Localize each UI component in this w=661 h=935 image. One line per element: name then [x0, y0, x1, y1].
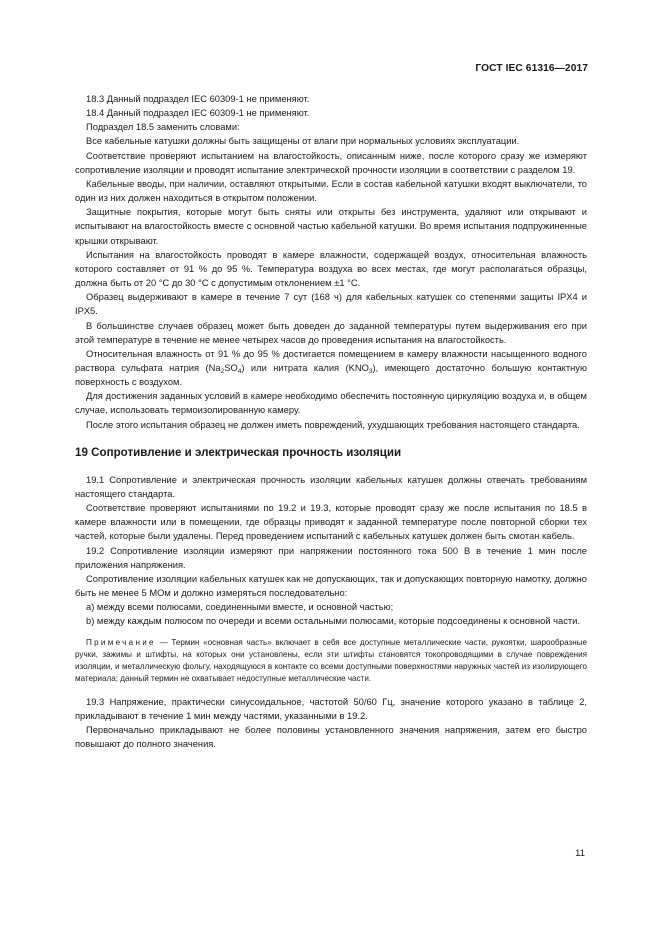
paragraph-18-3: 18.3 Данный подраздел IEC 60309-1 не применяют. [86, 94, 310, 104]
paragraph-tests-order: Соответствие проверяют испытаниями по 19.2 и 19.3, которые проводят сразу же после испытания по 18.5 в камере влажности или в помещении, где образцы приводят к заданной температуре после повторной сборки тех частей, которые были удалены. Перед проведением испытаний с кабельных катушек должен быть смотан кабель. [75, 503, 587, 542]
list-item-b: b) между каждым полюсом по очереди и всеми остальными полюсами, которые подсоединены к основной части. [86, 616, 580, 627]
paragraph-voltage-ramp: Первоначально прикладывают не более половины установленного значения напряжения, затем его быстро повышают до полного значения. [75, 724, 587, 750]
paragraph-18-5-intro: Подраздел 18.5 заменить словами: [86, 122, 240, 133]
text-run: Относительная влажность от 91 % до 95 % достигается помещением в камеру влажности насыщенного водного раствора сульфата натрия (Na [75, 348, 587, 373]
paragraph-18-4: 18.4 Данный подраздел IEC 60309-1 не применяют. [86, 108, 310, 119]
page-number: 11 [575, 848, 585, 859]
document-header: ГОСТ IEC 61316—2017 [475, 63, 588, 74]
text-run: ) или нитрата калия (KNO [241, 362, 369, 373]
paragraph-no-damage: После этого испытания образец не должен иметь повреждений, ухудшающих требования настоящего стандарта. [86, 419, 580, 430]
paragraph-resistance: Сопротивление изоляции кабельных катушек как не допускающих, так и допускающих повторную намотку, должно быть не менее 5 МОм и должно измеряться последовательно: [75, 573, 587, 598]
paragraph-19-3: 19.3 Напряжение, практически синусоидальное, частотой 50/60 Гц, значение которого указано в таблице 2, прикладывают в течение 1 мин между частями, указанными в 19.2. [75, 696, 587, 721]
note-text: — Термин «основная часть» включает в себя все доступные металлические части, рукоятки, шарообразные ручки, зажимы и штифты, на которых они установлены, если эти штифты становятся токопроводящими в случае повреждения изоляции, и металлическую фольгу, находящуюся в контакте со всеми доступными поверхностями наружных частей из изолирующего материала; данный термин не охватывает недоступные металлические части. [75, 638, 587, 683]
paragraph-solution [75, 347, 587, 389]
list-item-a: а) между всеми полюсами, соединенными вместе, и основной частью; [86, 602, 394, 613]
paragraph-circulation: Для достижения заданных условий в камере необходимо обеспечить постоянную циркуляцию воздуха и, в общем случае, использовать термоизолированную камеру. [75, 391, 587, 416]
subscript: 4 [237, 367, 242, 375]
subscript: 3 [368, 367, 373, 375]
note [75, 637, 587, 684]
note-label: Примечание [86, 638, 156, 648]
paragraph-19-2: 19.2 Сопротивление изоляции измеряют при напряжении постоянного тока 500 В в течение 1 мин после приложения напряжения. [75, 545, 587, 570]
document-body [75, 92, 587, 751]
paragraph-temperature: В большинстве случаев образец может быть доведен до заданной температуры путем выдерживания его при этой температуре в течение не менее четырех часов до проведения испытания на влагостойкость. [75, 320, 587, 345]
section-heading-19: 19 Сопротивление и электрическая прочность изоляции [75, 445, 402, 459]
paragraph-humidity-chamber: Испытания на влагостойкость проводят в камере влажности, содержащей воздух, относительная влажность которого составляет от 91 % до 95 %. Температура воздуха во всех местах, где могут располагаться образцы, должна быть от 20 °C до 30 °C с допустимым отклонением ±1 °C. [75, 249, 587, 289]
paragraph-cable-entries: Кабельные вводы, при наличии, оставляют открытыми. Если в состав кабельной катушки входят выключатели, то один из них должен находиться в открытом положении. [75, 178, 587, 204]
paragraph-compliance-check: Соответствие проверяют испытанием на влагостойкость, описанным ниже, после которого сразу же измеряют сопротивление изоляции и проводят испытание электрической прочности изоляции в соответствии с разделом 19. [75, 150, 587, 175]
paragraph-moisture-protection: Все кабельные катушки должны быть защищены от влаги при нормальных условиях эксплуатации. [86, 136, 520, 147]
text-run: SO [224, 362, 238, 373]
paragraph-19-1: 19.1 Сопротивление и электрическая прочность изоляции кабельных катушек должны отвечать требованиям настоящего стандарта. [75, 474, 587, 499]
paragraph-duration: Образец выдерживают в камере в течение 7 сут (168 ч) для кабельных катушек со степенями защиты IPX4 и IPX5. [75, 292, 587, 317]
subscript: 2 [220, 367, 225, 375]
text-run: ), имеющего достаточно большую контактную поверхность с воздухом. [75, 362, 587, 388]
paragraph-covers: Защитные покрытия, которые могут быть сняты или открыты без инструмента, удаляют или открывают и испытывают на влагостойкость вместе с основной частью кабельной катушки. Во время испытания подпружиненные крышки открывают. [75, 207, 587, 246]
